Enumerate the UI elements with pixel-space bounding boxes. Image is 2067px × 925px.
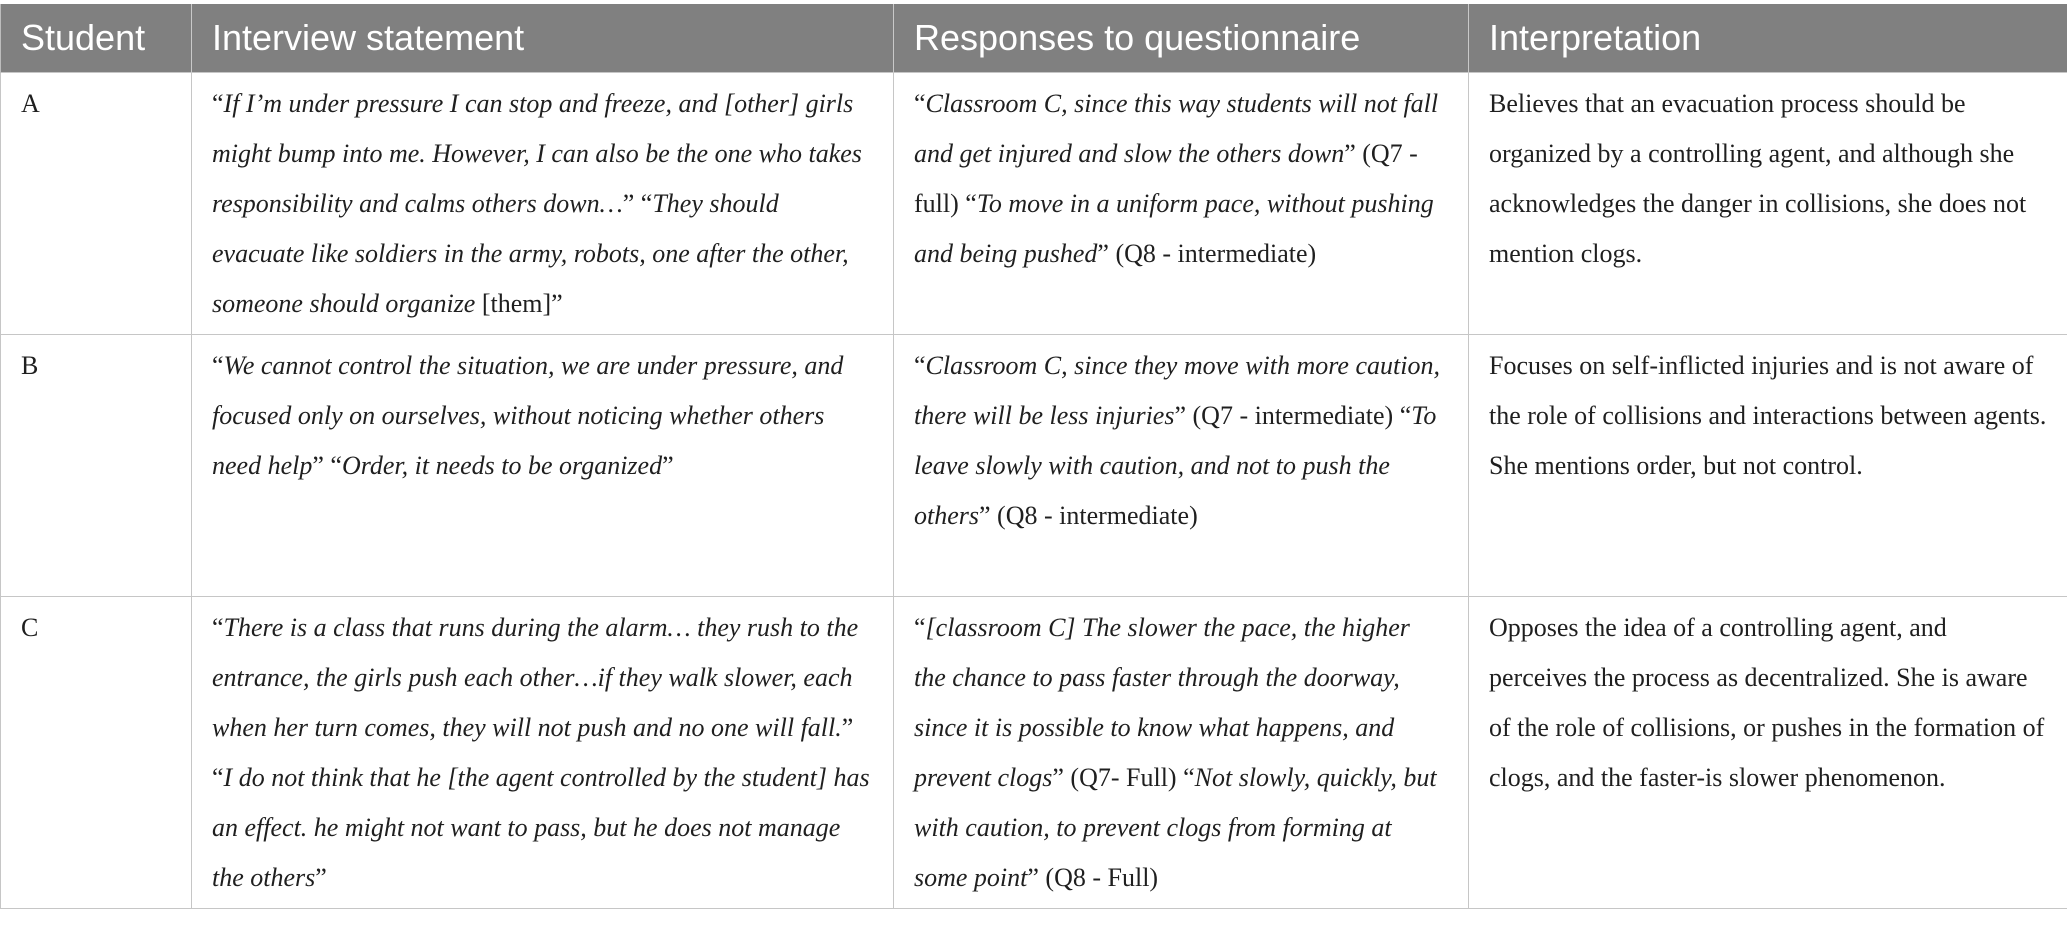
- interview-segment: They should evacuate like soldiers in the army, robots, one after the other, someone should organize: [212, 189, 849, 318]
- questionnaire-response-cell: [894, 73, 1469, 335]
- questionnaire-segment: [classroom C] The slower the pace, the higher the chance to pass faster through the doorway, since it is possible to know what happens, and prevent clogs: [914, 613, 1410, 792]
- table-row-a: [1, 73, 2067, 335]
- questionnaire-segment: ” (Q8 - intermediate): [979, 501, 1198, 530]
- interview-segment: “: [212, 351, 224, 380]
- header-interview-statement: Interview statement: [192, 4, 894, 73]
- interview-segment: “: [212, 89, 224, 118]
- questionnaire-segment: ” (Q8 - intermediate): [1097, 239, 1317, 268]
- questionnaire-segment: To leave slowly with caution, and not to push the others: [914, 401, 1437, 530]
- questionnaire-segment: ” (Q7 - full) “: [914, 139, 1418, 218]
- student-cell: B: [1, 335, 192, 597]
- interview-statement-cell: [192, 73, 894, 335]
- interview-segment: Order, it needs to be organized: [341, 451, 663, 480]
- questionnaire-segment: “: [914, 89, 926, 118]
- student-cell: A: [1, 73, 192, 335]
- questionnaire-segment: Not slowly, quickly, but with caution, to prevent clogs from forming at some point: [914, 763, 1437, 892]
- student-cell: C: [1, 597, 192, 909]
- questionnaire-segment: ” (Q7- Full) “: [1052, 763, 1195, 792]
- questionnaire-segment: To move in a uniform pace, without pushing and being pushed: [914, 189, 1434, 268]
- interview-segment: [them]”: [481, 289, 563, 318]
- interview-segment: We cannot control the situation, we are under pressure, and focused only on ourselves, without noticing whether others need help: [212, 351, 844, 480]
- table-row-b: [1, 335, 2067, 597]
- interpretation-cell: Opposes the idea of a controlling agent, and perceives the process as decentralized. She is aware of the role of collisions, or pushes in the formation of clogs, and the faster-is slower phenomenon.: [1469, 597, 2067, 909]
- header-responses-to-questionnaire: Responses to questionnaire: [894, 4, 1469, 73]
- interview-segment: There is a class that runs during the alarm… they rush to the entrance, the girls push each other…if they walk slower, each when her turn comes, they will not push and no one will fall.: [212, 613, 859, 742]
- interview-segment: ” “: [212, 713, 854, 792]
- interview-segment: ” “: [622, 189, 653, 218]
- questionnaire-segment: ” (Q8 - Full): [1027, 863, 1159, 892]
- questionnaire-segment: “: [914, 351, 926, 380]
- interview-segment: ”: [662, 451, 674, 480]
- questionnaire-response-cell: [894, 597, 1469, 909]
- interpretation-cell: Focuses on self-inflicted injuries and is not aware of the role of collisions and interactions between agents. She mentions order, but not control.: [1469, 335, 2067, 597]
- questionnaire-segment: Classroom C, since this way students will not fall and get injured and slow the others down: [914, 89, 1439, 168]
- interview-segment: I do not think that he [the agent controlled by the student] has an effect. he might not want to pass, but he does not manage the others: [212, 763, 870, 892]
- interpretation-cell: Believes that an evacuation process should be organized by a controlling agent, and although she acknowledges the danger in collisions, she does not mention clogs.: [1469, 73, 2067, 335]
- data-table: [0, 4, 2067, 909]
- interview-statement-cell: [192, 335, 894, 597]
- questionnaire-segment: “: [914, 613, 926, 642]
- questionnaire-segment: ” (Q7 - intermediate) “: [1174, 401, 1412, 430]
- interview-segment: “: [212, 613, 224, 642]
- interview-segment: If I’m under pressure I can stop and freeze, and [other] girls might bump into me. However, I can also be the one who takes responsibility and calms others down…: [212, 89, 862, 218]
- interview-segment: ”: [315, 863, 327, 892]
- interview-segment: ” “: [312, 451, 342, 480]
- questionnaire-segment: Classroom C, since they move with more caution, there will be less injuries: [914, 351, 1440, 430]
- interview-statement-cell: [192, 597, 894, 909]
- header-interpretation: Interpretation: [1469, 4, 2067, 73]
- header-row: [1, 4, 2067, 73]
- questionnaire-response-cell: [894, 335, 1469, 597]
- header-student: Student: [1, 4, 192, 73]
- table-row-c: [1, 597, 2067, 909]
